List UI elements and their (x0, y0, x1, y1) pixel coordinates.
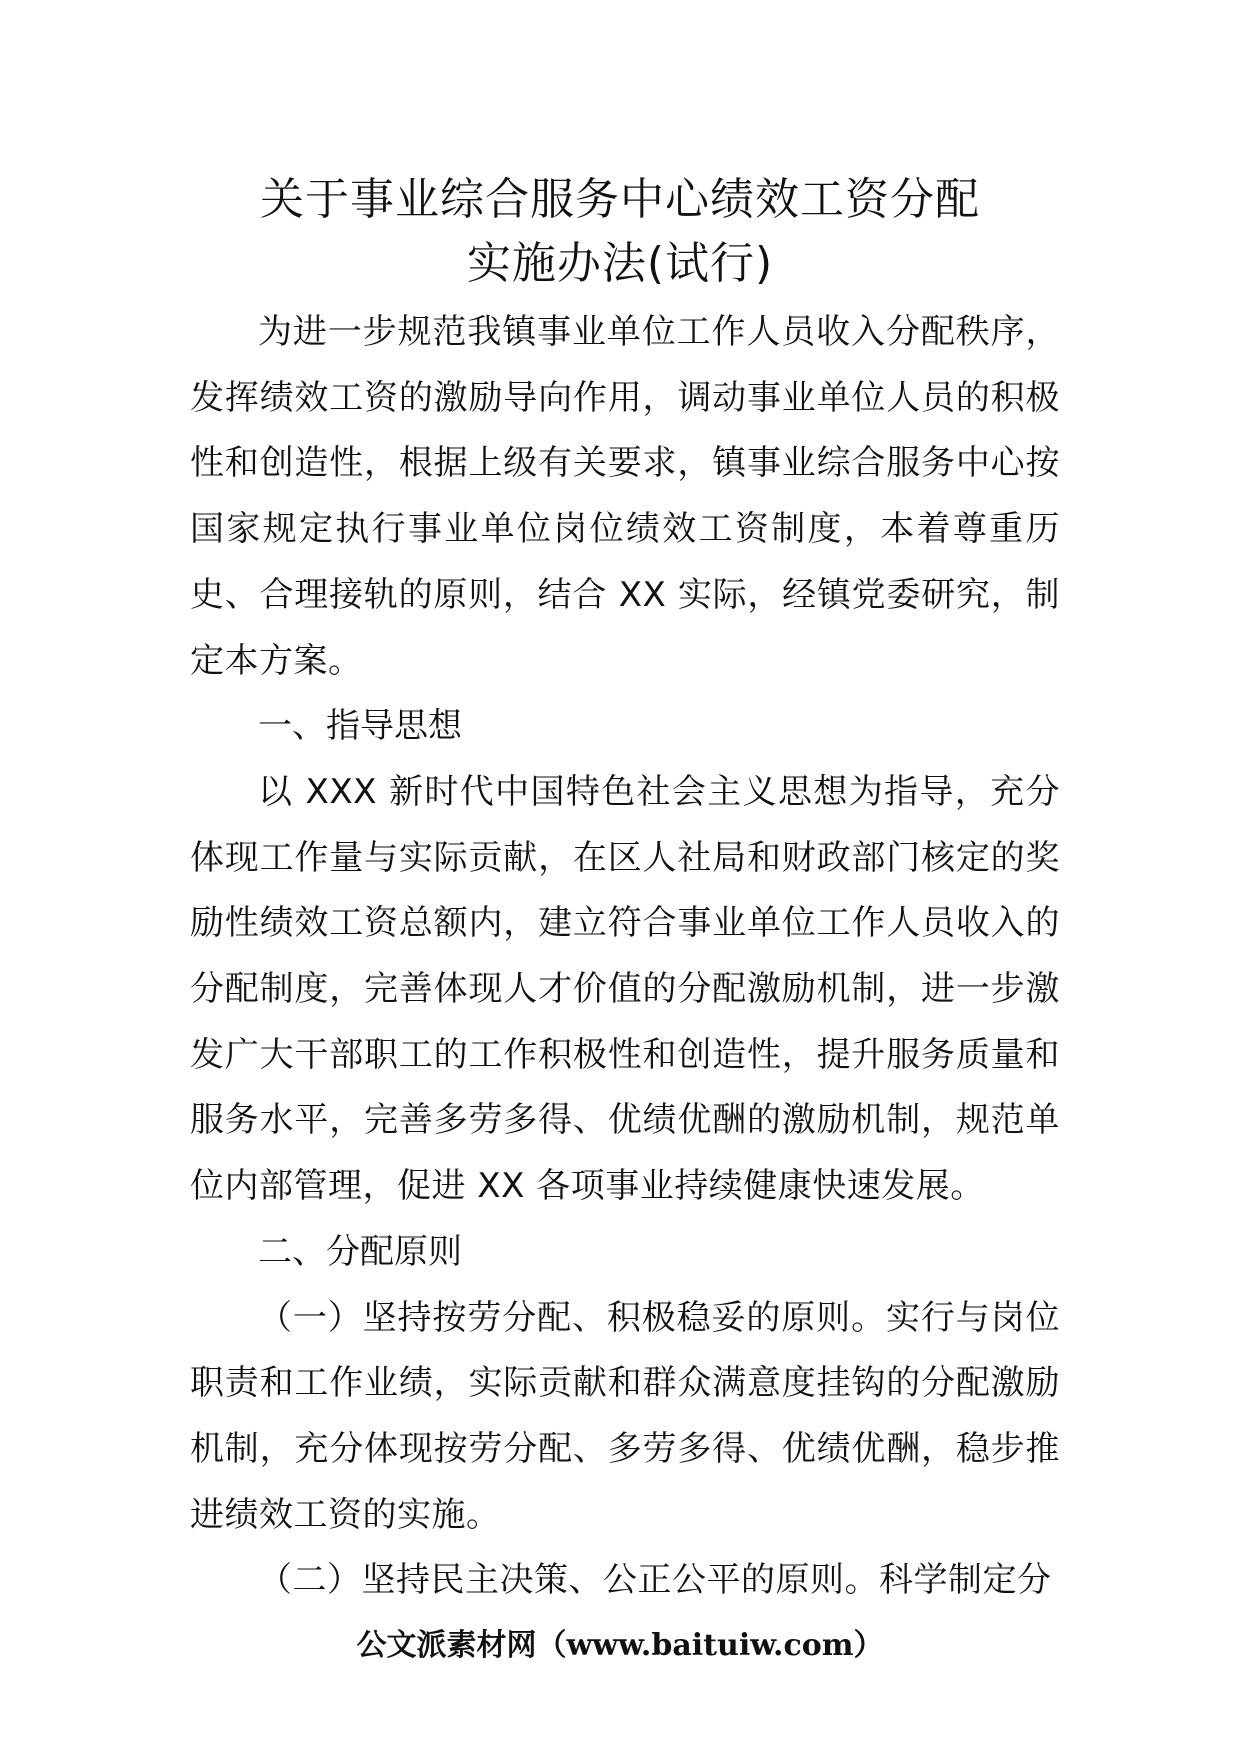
intro-paragraph: 为进一步规范我镇事业单位工作人员收入分配秩序，发挥绩效工资的激励导向作用，调动事业单位人员的积极性和创造性，根据上级有关要求，镇事业综合服务中心按国家规定执行事业单位岗位绩效工资制度，本着尊重历史、合理接轨的原则，结合 XX 实际，经镇党委研究，制定本方案。 (190, 312, 1060, 681)
section-2-item-1: （一）坚持按劳分配、积极稳妥的原则。实行与岗位职责和工作业绩，实际贡献和群众满意度挂钩的分配激励机制，充分体现按劳分配、多劳多得、优绩优酬，稳步推进绩效工资的实施。 (190, 1297, 1060, 1535)
footer-watermark: 公文派素材网（www.baituiw.com） (356, 1628, 884, 1663)
title-line-1: 关于事业综合服务中心绩效工资分配 (260, 174, 980, 225)
section-2-item-2: （二）坚持民主决策、公正公平的原则。科学制定分 (258, 1560, 1052, 1601)
document-body (190, 300, 1060, 1614)
section-2-heading: 二、分配原则 (258, 1231, 462, 1272)
document-title (0, 168, 1240, 296)
section-1-heading: 一、指导思想 (258, 706, 462, 747)
title-line-2: 实施办法(试行) (466, 238, 774, 289)
section-1-paragraph: 以 XXX 新时代中国特色社会主义思想为指导，充分体现工作量与实际贡献，在区人社局和财政部门核定的奖励性绩效工资总额内，建立符合事业单位工作人员收入的分配制度，完善体现人才价值的分配激励机制，进一步激发广大干部职工的工作积极性和创造性，提升服务质量和服务水平，完善多劳多得、优绩优酬的激励机制，规范单位内部管理，促进 XX 各项事业持续健康快速发展。 (190, 771, 1060, 1207)
